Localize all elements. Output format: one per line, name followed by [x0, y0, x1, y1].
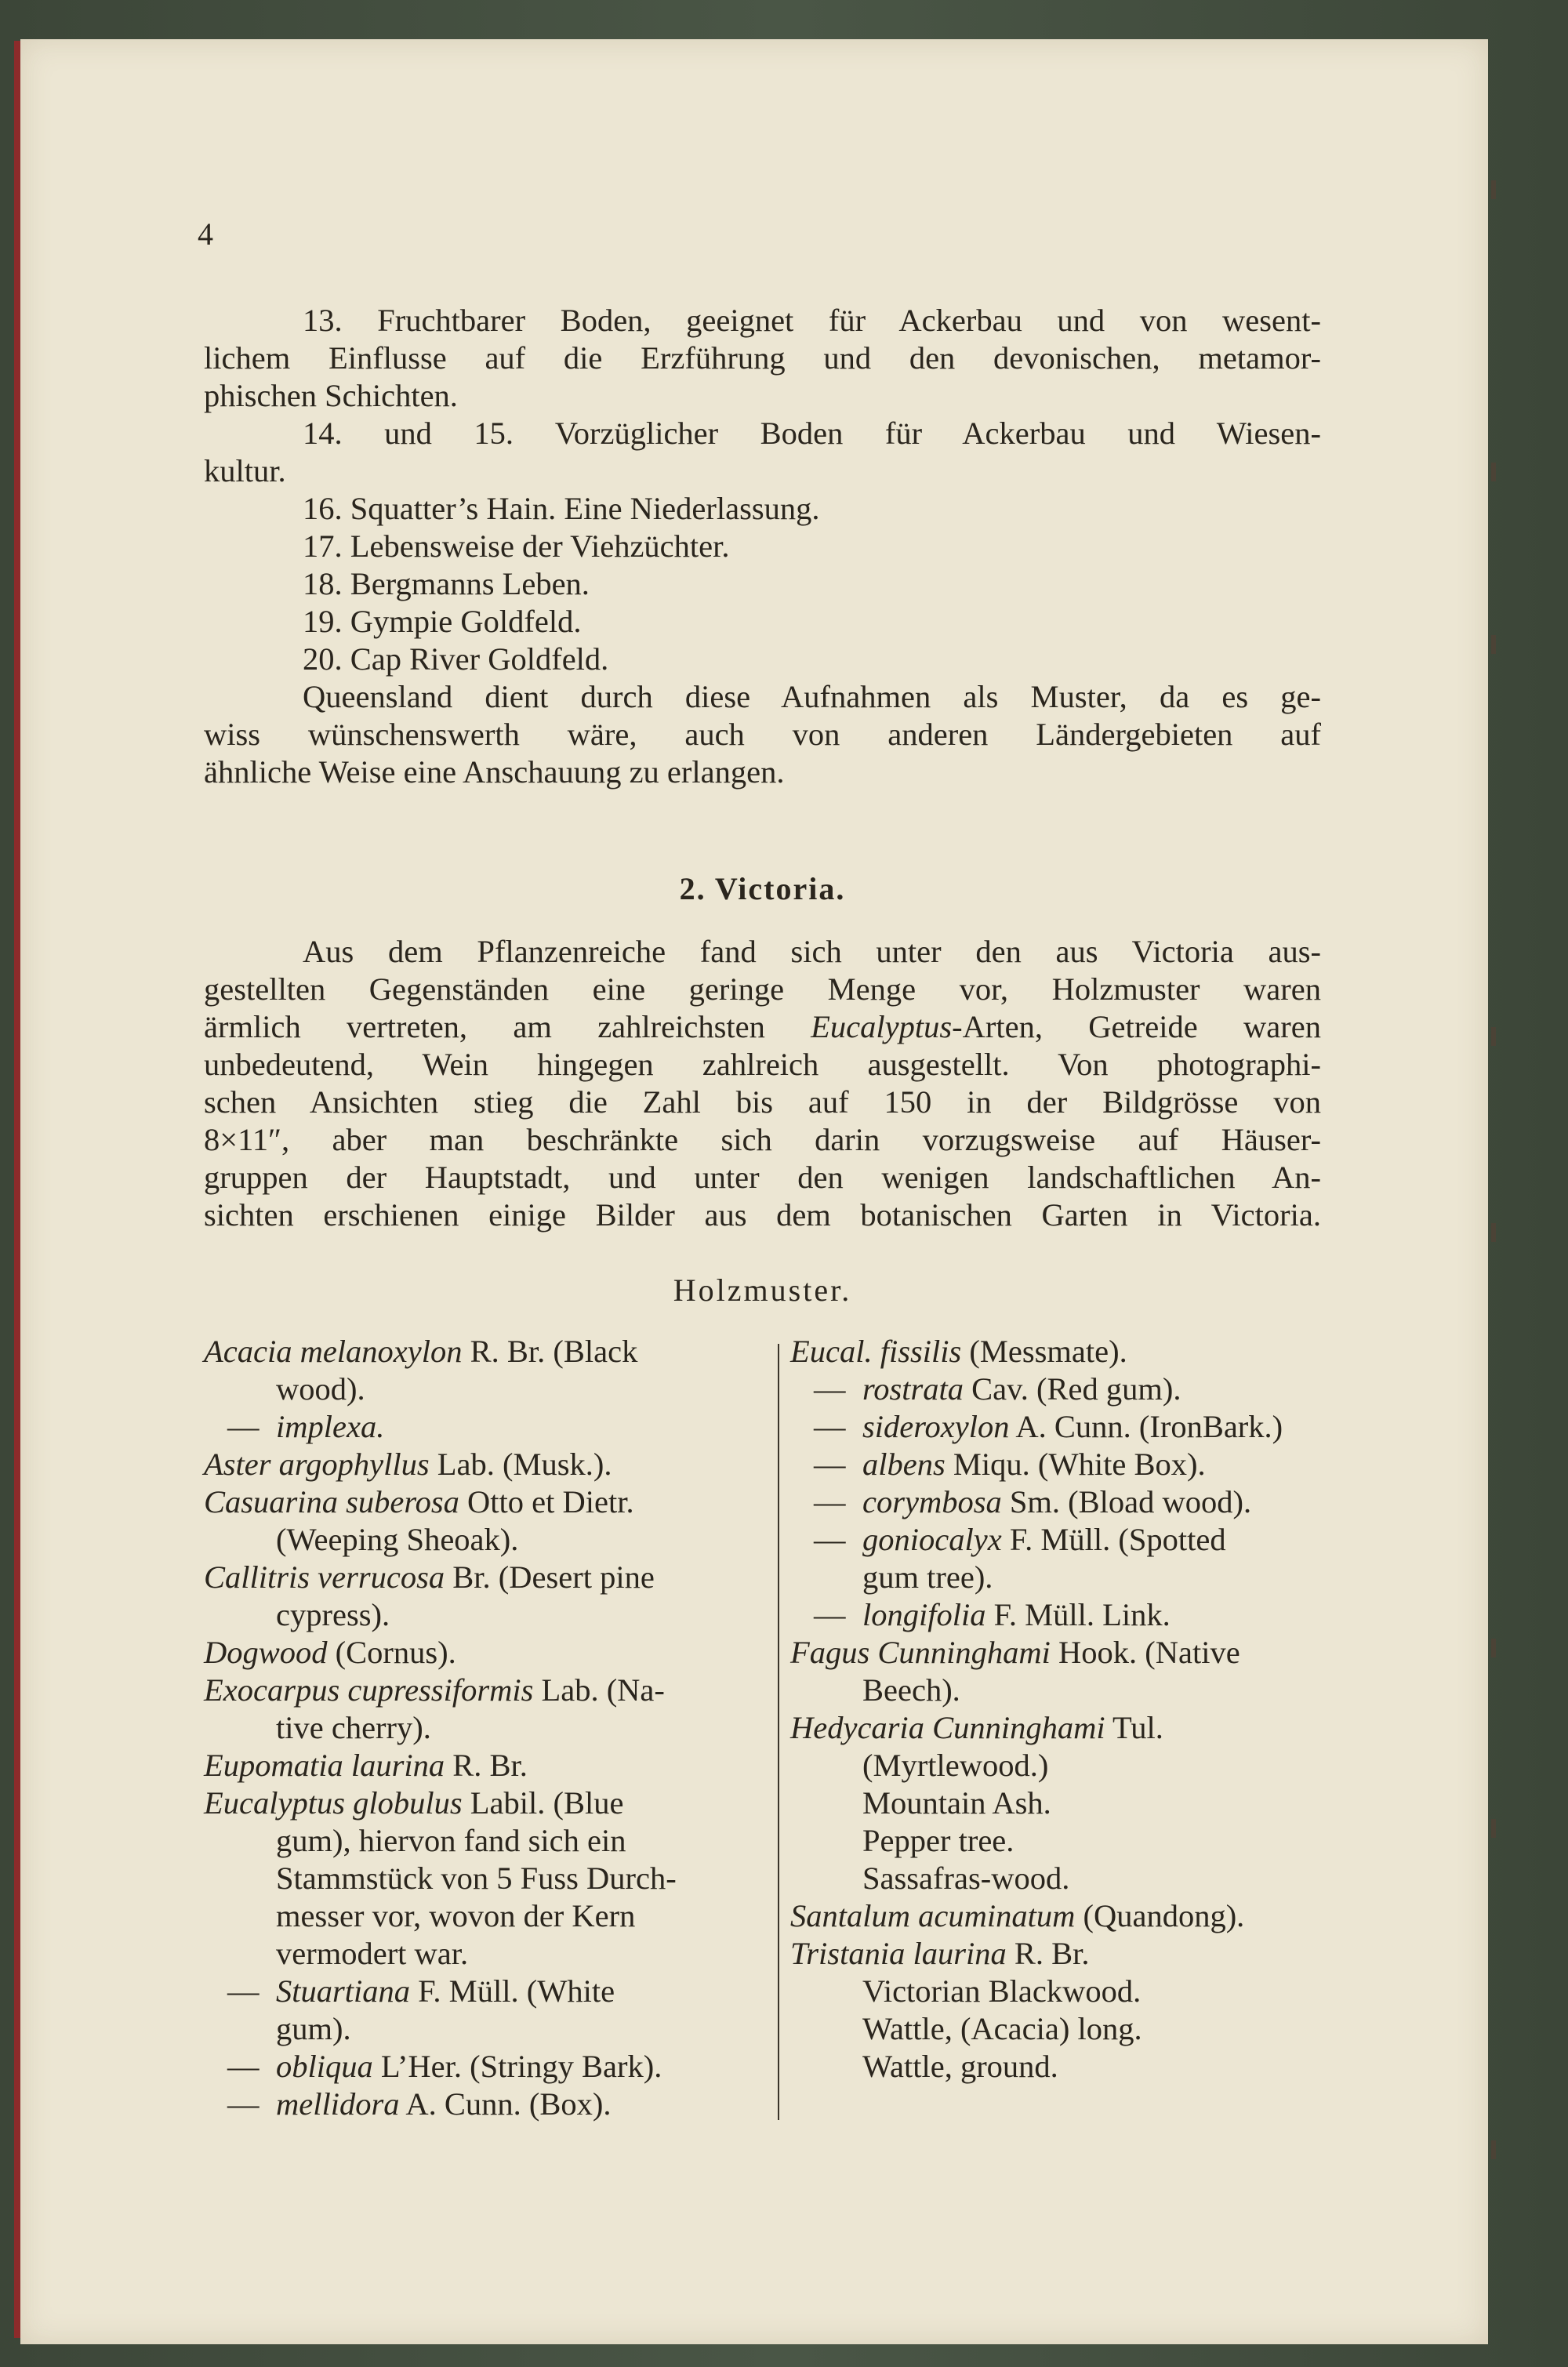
species-name: goniocalyx [862, 1522, 1002, 1557]
entry-continuation: gum), hiervon fand sich ein [276, 1823, 626, 1858]
text-line: 17. Lebensweise der Viehzüchter. [303, 528, 730, 564]
wood-entry: Wattle, ground. [862, 2049, 1058, 2084]
page-number: 4 [198, 216, 213, 252]
text-line: 8×11″, aber man beschränkte sich darin vorzugsweise auf Häuser- [204, 1122, 1321, 1157]
text-line: unbedeutend, Wein hingegen zahlreich ausgestellt. Von photographi- [204, 1047, 1321, 1082]
species-name: Fagus Cunninghami [790, 1635, 1051, 1670]
repeat-dash: — [814, 1409, 846, 1444]
wood-entry: Eucalyptus globulus Labil. (Blue gum), hiervon fand sich ein Stammstück von 5 Fuss Durch- messer vor, wovon der Kern vermodert war. [204, 1784, 765, 1973]
text-line: ähnliche Weise eine Anschauung zu erlangen. [204, 754, 785, 790]
margin-mark [1491, 1819, 1496, 1838]
species-name: Eucal. fissilis [790, 1334, 962, 1369]
entry-continuation: Stammstück von 5 Fuss Durch- [276, 1861, 677, 1896]
wood-entry: Aster argophyllus Lab. (Musk.). [204, 1447, 612, 1482]
species-name: Eucalyptus globulus [204, 1785, 463, 1821]
repeat-dash: — [227, 1973, 260, 2009]
wood-entry: Tristania laurina R. Br. [790, 1936, 1090, 1971]
species-name: corymbosa [862, 1484, 1002, 1519]
wood-samples-heading: Holzmuster. [673, 1272, 852, 1308]
wood-entry: Mountain Ash. [862, 1785, 1051, 1821]
text-line: 16. Squatter’s Hain. Eine Niederlassung. [303, 491, 820, 526]
wood-entry: Dogwood (Cornus). [204, 1635, 456, 1670]
entry-continuation: messer vor, wovon der Kern [276, 1898, 636, 1933]
species-name: obliqua [276, 2049, 373, 2084]
species-name: Casuarina suberosa [204, 1484, 459, 1519]
wood-entry: Victorian Blackwood. [862, 1973, 1142, 2009]
margin-mark [1491, 2140, 1496, 2159]
entry-continuation: tive cherry). [276, 1710, 431, 1745]
wood-entry: Exocarpus cupressiformis Lab. (Na- tive cherry). [204, 1672, 765, 1747]
entry-continuation: gum tree). [862, 1559, 993, 1595]
wood-entry: Casuarina suberosa Otto et Dietr. (Weeping Sheoak). [204, 1483, 765, 1559]
section-heading: 2. Victoria. [679, 871, 846, 906]
paragraph [204, 302, 1321, 415]
wood-entry: Wattle, (Acacia) long. [862, 2011, 1142, 2046]
entry-continuation: (Myrtlewood.) [862, 1748, 1049, 1783]
species-name: rostrata [862, 1371, 964, 1407]
text-line: 14. und 15. Vorzüglicher Boden für Ackerbau und Wiesen- [303, 416, 1321, 451]
wood-entry: — obliqua L’Her. (Stringy Bark). [227, 2049, 662, 2084]
repeat-dash: — [227, 2086, 260, 2122]
wood-entry: Acacia melanoxylon R. Br. (Black wood). [204, 1333, 765, 1408]
wood-entry: — Stuartiana F. Müll. (White gum). [204, 1973, 765, 2048]
wood-entry: Callitris verrucosa Br. (Desert pine cypress). [204, 1559, 765, 1634]
repeat-dash: — [814, 1597, 846, 1632]
genus-name: Eucalyptus [811, 1009, 953, 1044]
margin-mark [1491, 1027, 1496, 1046]
margin-mark [1491, 463, 1496, 481]
wood-entry: — mellidora A. Cunn. (Box). [227, 2086, 612, 2122]
species-name: Exocarpus cupressiformis [204, 1672, 534, 1708]
wood-entry: — rostrata Cav. (Red gum). [814, 1371, 1181, 1407]
species-name: Callitris verrucosa [204, 1559, 445, 1595]
entry-continuation: (Weeping Sheoak). [276, 1522, 519, 1557]
text-line: gestellten Gegenständen eine geringe Menge vor, Holzmuster waren [204, 971, 1321, 1007]
species-name: Tristania laurina [790, 1936, 1007, 1971]
entry-continuation: wood). [276, 1371, 365, 1407]
text-line: phischen Schichten. [204, 378, 458, 413]
wood-entry: — longifolia F. Müll. Link. [814, 1597, 1171, 1632]
paragraph [204, 490, 1321, 528]
text-line: schen Ansichten stieg die Zahl bis auf 150 in der Bildgrösse von [204, 1084, 1321, 1120]
species-name: sideroxylon [862, 1409, 1010, 1444]
wood-entry: Pepper tree. [862, 1823, 1014, 1858]
paragraph [204, 528, 1321, 565]
wood-entry: Eupomatia laurina R. Br. [204, 1748, 528, 1783]
wood-entry: Fagus Cunninghami Hook. (Native Beech). [790, 1634, 1323, 1709]
species-name: longifolia [862, 1597, 986, 1632]
column-divider [778, 1344, 779, 2120]
repeat-dash: — [814, 1371, 846, 1407]
margin-mark [1491, 180, 1496, 199]
paragraph [204, 565, 1321, 603]
species-name: Stuartiana [276, 1973, 411, 2009]
species-name: Dogwood [204, 1635, 328, 1670]
paragraph [204, 678, 1321, 791]
margin-mark [1491, 635, 1496, 654]
species-name: Santalum acuminatum [790, 1898, 1076, 1933]
text-line: 18. Bergmanns Leben. [303, 566, 590, 601]
text-line: sichten erschienen einige Bilder aus dem botanischen Garten in Victoria. [204, 1197, 1321, 1233]
entry-continuation: cypress). [276, 1597, 390, 1632]
entry-continuation: gum). [276, 2011, 351, 2046]
text-line: gruppen der Hauptstadt, und unter den wenigen landschaftlichen An- [204, 1160, 1321, 1195]
text-line: 20. Cap River Goldfeld. [303, 641, 609, 677]
species-name: Acacia melanoxylon [204, 1334, 463, 1369]
book-page [20, 39, 1488, 2344]
page-margin-marks [1486, 165, 1502, 2203]
text-line: kultur. [204, 453, 286, 488]
repeat-dash: — [814, 1522, 846, 1557]
wood-entry: Eucal. fissilis (Messmate). [790, 1334, 1127, 1369]
text-line: Queensland dient durch diese Aufnahmen als Muster, da es ge- [303, 679, 1321, 714]
entry-continuation: vermodert war. [276, 1936, 469, 1971]
repeat-dash: — [227, 2049, 260, 2084]
wood-entry [204, 1408, 765, 1446]
wood-entry: Sassafras-wood. [862, 1861, 1070, 1896]
text-line: 19. Gympie Goldfeld. [303, 604, 582, 639]
paragraph [204, 415, 1321, 490]
species-name: Eupomatia laurina [204, 1748, 445, 1783]
text-line: Aus dem Pflanzenreiche fand sich unter den aus Victoria aus- [303, 934, 1321, 969]
species-name: Aster argophyllus [204, 1447, 430, 1482]
paragraph [204, 641, 1321, 678]
entry-continuation: Beech). [862, 1672, 960, 1708]
margin-mark [1491, 1223, 1496, 1242]
wood-list-left [204, 1333, 765, 2123]
margin-mark [1491, 1639, 1496, 1657]
wood-entry: — corymbosa Sm. (Bload wood). [814, 1484, 1252, 1519]
text-line: wiss wünschenswerth wäre, auch von anderen Ländergebieten auf [204, 717, 1321, 752]
text-fragment: -Arten, Getreide waren [952, 1009, 1321, 1044]
queensland-list [204, 302, 1321, 791]
paragraph [204, 603, 1321, 641]
repeat-dash: — [227, 1409, 260, 1444]
wood-entry: — goniocalyx F. Müll. (Spotted gum tree). [790, 1521, 1323, 1596]
wood-entry: Hedycaria Cunninghami Tul. (Myrtlewood.) [790, 1709, 1323, 1784]
text-line: lichem Einflusse auf die Erzführung und den devonischen, metamor- [204, 340, 1321, 376]
species-name: mellidora [276, 2086, 400, 2122]
victoria-paragraph [204, 933, 1321, 1234]
wood-entry: Santalum acuminatum (Quandong). [790, 1898, 1245, 1933]
text-fragment: ärmlich vertreten, am zahlreichsten [204, 1009, 811, 1044]
species-name: implexa. [276, 1409, 385, 1444]
text-line: 13. Fruchtbarer Boden, geeignet für Ackerbau und von wesent- [303, 303, 1321, 338]
species-name: albens [862, 1447, 946, 1482]
wood-entry: — albens Miqu. (White Box). [814, 1447, 1206, 1482]
wood-entry: — sideroxylon A. Cunn. (IronBark.) [814, 1409, 1283, 1444]
wood-list-right [790, 1333, 1323, 2086]
repeat-dash: — [814, 1447, 846, 1482]
repeat-dash: — [814, 1484, 846, 1519]
species-name: Hedycaria Cunninghami [790, 1710, 1105, 1745]
text-line [204, 1008, 1321, 1046]
